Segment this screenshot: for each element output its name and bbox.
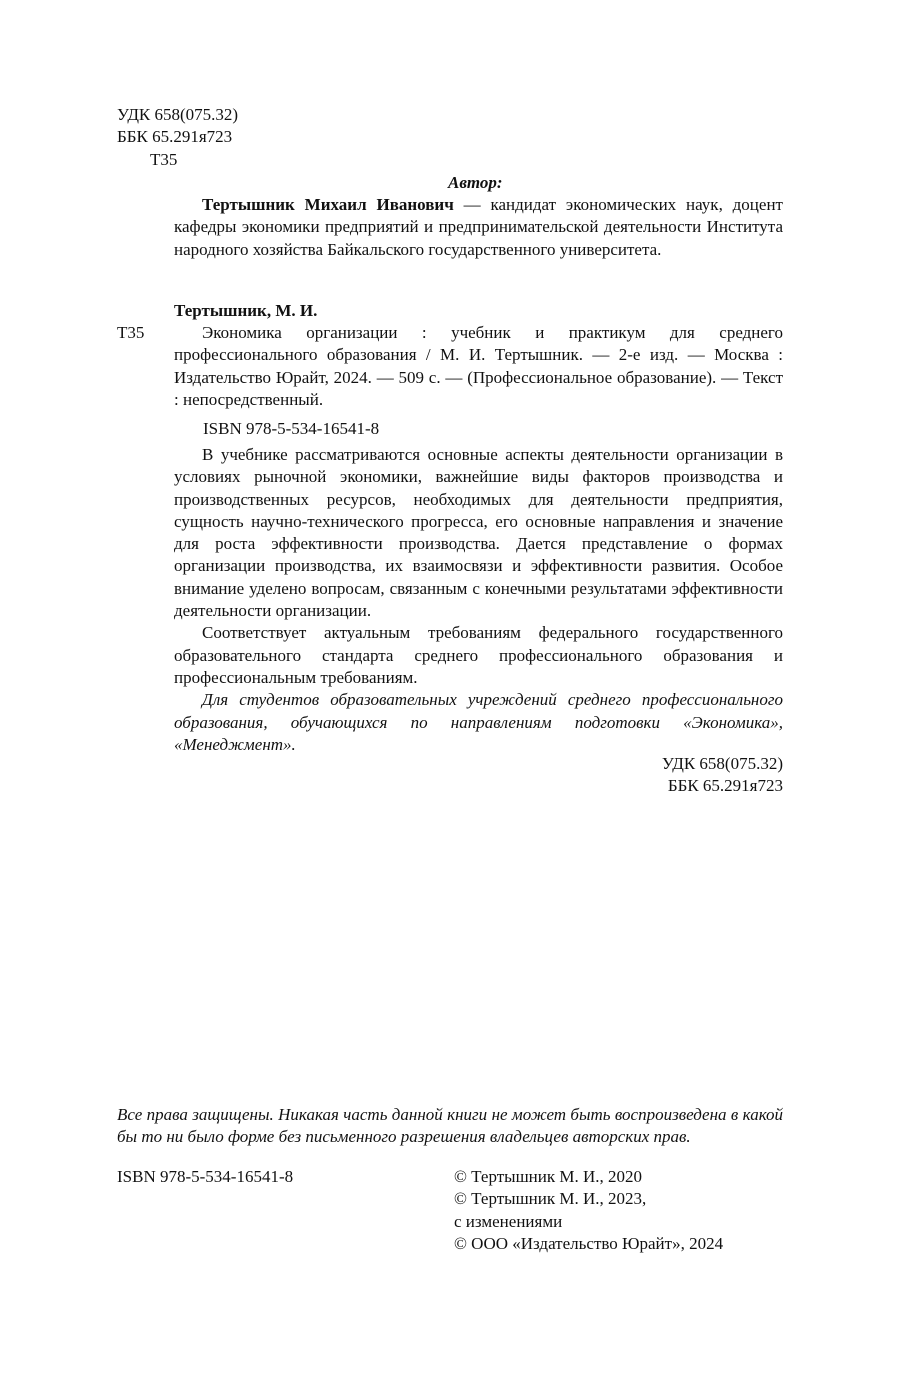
author-name: Тертышник Михаил Иванович [202, 195, 454, 214]
copyright-line: © ООО «Издательство Юрайт», 2024 [454, 1233, 724, 1253]
bibliographic-author: Тертышник, М. И. [174, 301, 318, 320]
udk-code: УДК 658(075.32) [661, 754, 783, 773]
bbk-code: ББК 65.291я723 [117, 127, 233, 147]
classification-codes-top [117, 104, 238, 171]
audience-note: Для студентов образовательных учреждений среднего профессионального образования, обучающихся по направлениям подготовки «Экономика», «Менеджмент». [174, 690, 783, 754]
bbk-code: ББК 65.291я723 [667, 776, 783, 796]
copyright-line: © Тертышник М. И., 2023, [454, 1189, 647, 1209]
author-bio: — кандидат экономических наук, доцент кафедры экономики предприятий и предпринимательской деятельности Института народного хозяйства Байкальского государственного университета. [174, 195, 783, 259]
author-heading: Автор: [448, 173, 503, 192]
copyright-line: © Тертышник М. И., 2020 [454, 1167, 643, 1186]
copyright-block [454, 1166, 723, 1255]
classification-codes-bottom [174, 753, 783, 798]
isbn-top: ISBN 978-5-534-16541-8 [203, 419, 380, 438]
annotation [174, 444, 783, 756]
bibliographic-mark: Т35 [117, 323, 145, 342]
annotation-paragraph: В учебнике рассматриваются основные аспекты деятельности организации в условиях рыночной экономики, важнейшие виды факторов производства и производственных ресурсов, необходимых для деятельности предприятия, сущность научно-технического прогресса, его основные направления и значение для роста эффективности производства. Дается представление о формах организации производства, их взаимосвязи и эффективности развития. Особое внимание уделено вопросам, связанным с конечными результатами эффективности деятельности организации. [174, 445, 783, 621]
udk-code: УДК 658(075.32) [117, 105, 239, 124]
author-mark: Т35 [150, 149, 178, 169]
annotation-paragraph: Соответствует актуальным требованиям федерального государственного образовательного стандарта среднего профессионального образования и профессиональным требованиям. [174, 623, 783, 687]
copyright-line: с изменениями [454, 1211, 563, 1231]
bibliographic-record: Экономика организации : учебник и практикум для среднего профессионального образования / М. И. Тертышник. — 2-е изд. — Москва : Издательство Юрайт, 2024. — 509 с. — (Профессиональное образование). — Текст : непосредственный. [174, 323, 783, 409]
rights-notice: Все права защищены. Никакая часть данной книги не может быть воспроизведена в какой бы то ни было форме без письменного разрешения владельцев авторских прав. [117, 1105, 783, 1147]
author-description [174, 194, 783, 261]
isbn-bottom: ISBN 978-5-534-16541-8 [117, 1167, 294, 1186]
